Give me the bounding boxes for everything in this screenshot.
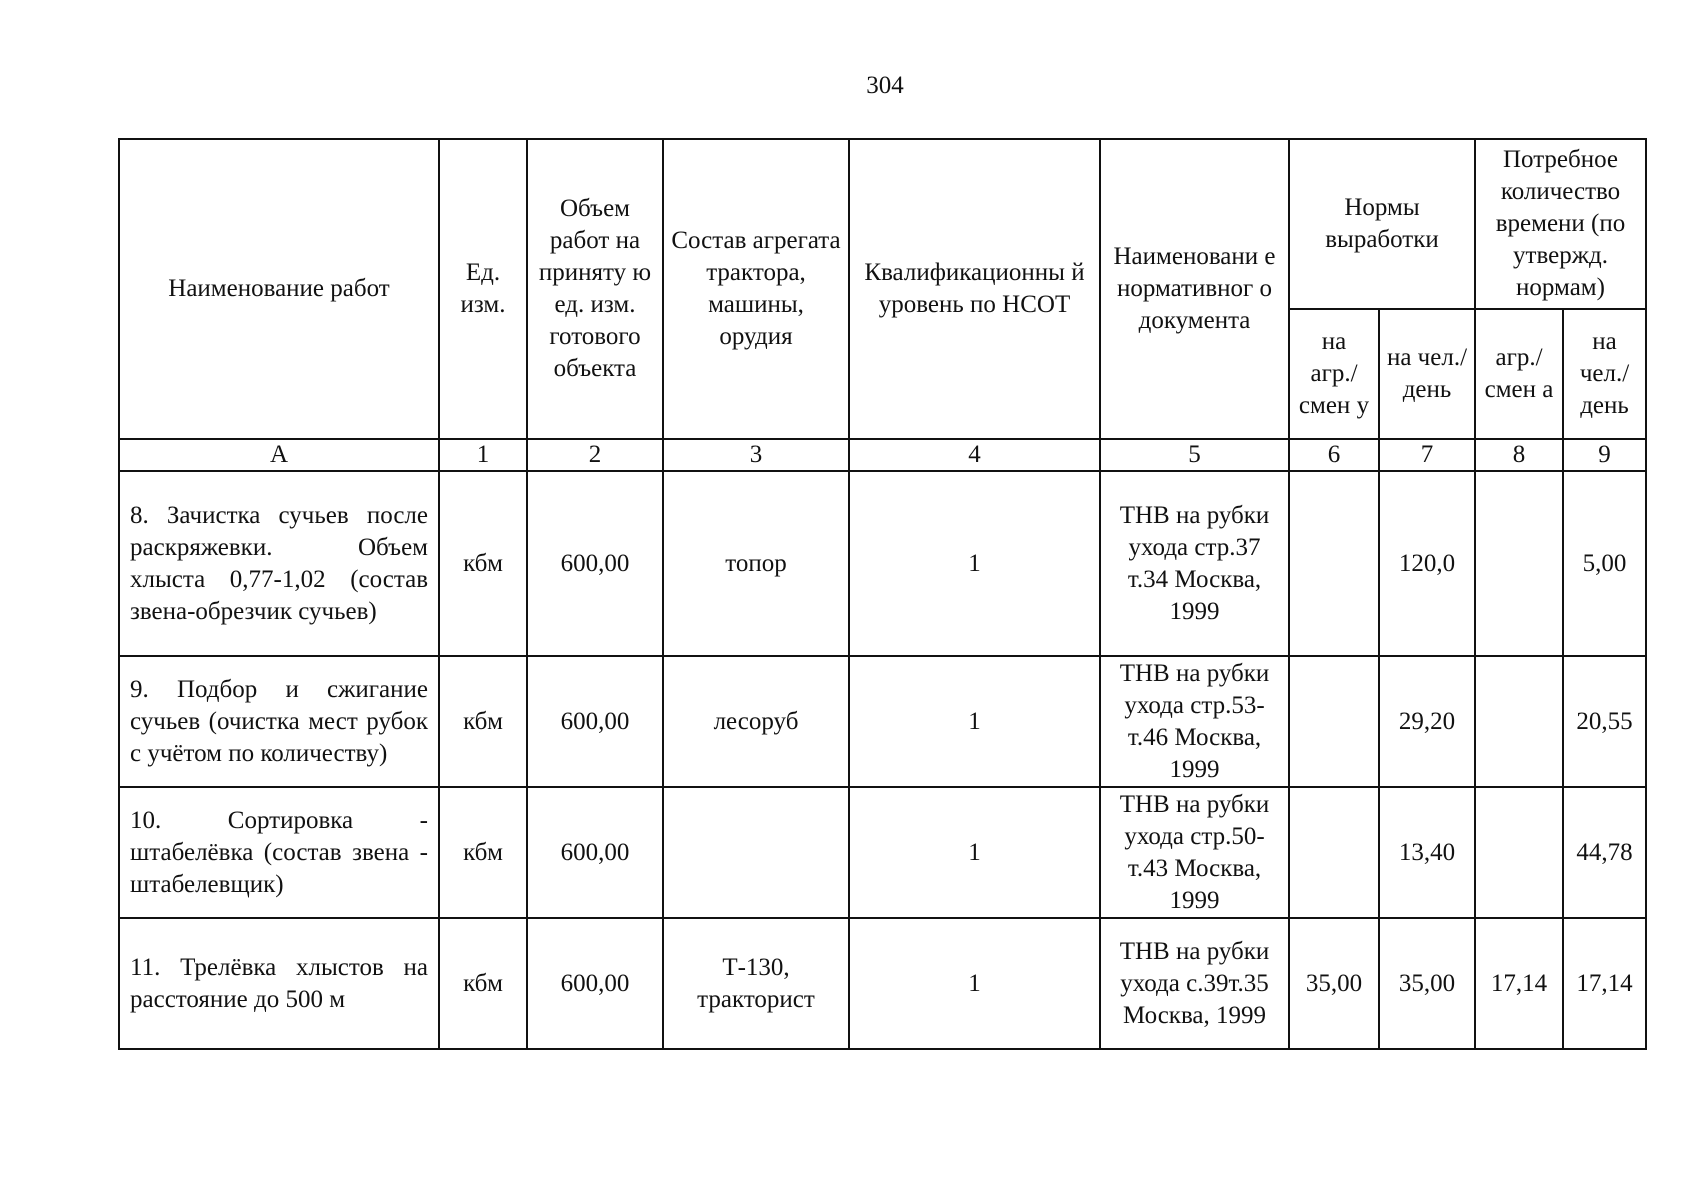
cell-qualification: 1 [849, 787, 1100, 918]
cell-doc-name: ТНВ на рубки ухода стр.50-т.43 Москва, 1999 [1100, 787, 1289, 918]
cell-volume: 600,00 [527, 471, 663, 656]
table-row [119, 918, 1646, 1049]
header-volume: Объем работ на приняту ю ед. изм. готового объекта [527, 139, 663, 439]
column-number: 7 [1379, 439, 1475, 471]
cell-time-agr: 17,14 [1475, 918, 1563, 1049]
cell-doc-name: ТНВ на рубки ухода стр.53-т.46 Москва, 1999 [1100, 656, 1289, 787]
cell-time-agr [1475, 471, 1563, 656]
table-row [119, 787, 1646, 918]
column-number: 5 [1100, 439, 1289, 471]
page-number: 304 [866, 72, 904, 99]
table-row [119, 656, 1646, 787]
table-row [119, 471, 1646, 656]
cell-volume: 600,00 [527, 918, 663, 1049]
header-work-name: Наименование работ [119, 139, 439, 439]
cell-time-man: 5,00 [1563, 471, 1646, 656]
column-number: 8 [1475, 439, 1563, 471]
cell-norm-agr: 35,00 [1289, 918, 1379, 1049]
header-norms-group: Нормы выработки [1289, 139, 1475, 309]
cell-work-name: 10. Сортировка - штабелёвка (состав звена - штабелевщик) [119, 787, 439, 918]
cell-norm-man: 29,20 [1379, 656, 1475, 787]
column-number: А [119, 439, 439, 471]
cell-work-name: 11. Трелёвка хлыстов на расстояние до 500 м [119, 918, 439, 1049]
header-norm-man: на чел./ день [1379, 309, 1475, 439]
header-aggregate: Состав агрегата трактора, машины, орудия [663, 139, 849, 439]
cell-time-agr [1475, 656, 1563, 787]
header-doc-name: Наименовани е нормативног о документа [1100, 139, 1289, 439]
header-time-agr: агр./ смен а [1475, 309, 1563, 439]
cell-aggregate: Т-130, тракторист [663, 918, 849, 1049]
cell-qualification: 1 [849, 471, 1100, 656]
column-number: 1 [439, 439, 527, 471]
cell-norm-man: 35,00 [1379, 918, 1475, 1049]
column-number: 4 [849, 439, 1100, 471]
cell-aggregate: лесоруб [663, 656, 849, 787]
cell-time-man: 17,14 [1563, 918, 1646, 1049]
cell-work-name: 8. Зачистка сучьев после раскряжевки. Объем хлыста 0,77-1,02 (состав звена-обрезчик сучьев) [119, 471, 439, 656]
cell-time-agr [1475, 787, 1563, 918]
cell-norm-man: 120,0 [1379, 471, 1475, 656]
header-time-group: Потребное количество времени (по утвержд. нормам) [1475, 139, 1646, 309]
cell-work-name: 9. Подбор и сжигание сучьев (очистка мест рубок с учётом по количеству) [119, 656, 439, 787]
cell-qualification: 1 [849, 656, 1100, 787]
column-number: 3 [663, 439, 849, 471]
cell-volume: 600,00 [527, 787, 663, 918]
header-time-man: на чел./ день [1563, 309, 1646, 439]
cell-doc-name: ТНВ на рубки ухода с.39т.35 Москва, 1999 [1100, 918, 1289, 1049]
cell-unit: кбм [439, 787, 527, 918]
cell-unit: кбм [439, 918, 527, 1049]
cell-volume: 600,00 [527, 656, 663, 787]
cell-unit: кбм [439, 656, 527, 787]
cell-qualification: 1 [849, 918, 1100, 1049]
cell-aggregate [663, 787, 849, 918]
norms-table [118, 138, 1647, 1050]
table-header [119, 139, 1646, 439]
cell-time-man: 44,78 [1563, 787, 1646, 918]
header-qualification: Квалификационны й уровень по НСОТ [849, 139, 1100, 439]
header-unit: Ед. изм. [439, 139, 527, 439]
cell-doc-name: ТНВ на рубки ухода стр.37 т.34 Москва, 1999 [1100, 471, 1289, 656]
cell-time-man: 20,55 [1563, 656, 1646, 787]
header-norm-agr: на агр./ смен у [1289, 309, 1379, 439]
cell-unit: кбм [439, 471, 527, 656]
column-number-row [119, 439, 1646, 471]
column-number: 6 [1289, 439, 1379, 471]
cell-aggregate: топор [663, 471, 849, 656]
cell-norm-man: 13,40 [1379, 787, 1475, 918]
cell-norm-agr [1289, 787, 1379, 918]
cell-norm-agr [1289, 471, 1379, 656]
cell-norm-agr [1289, 656, 1379, 787]
column-number: 2 [527, 439, 663, 471]
column-number: 9 [1563, 439, 1646, 471]
